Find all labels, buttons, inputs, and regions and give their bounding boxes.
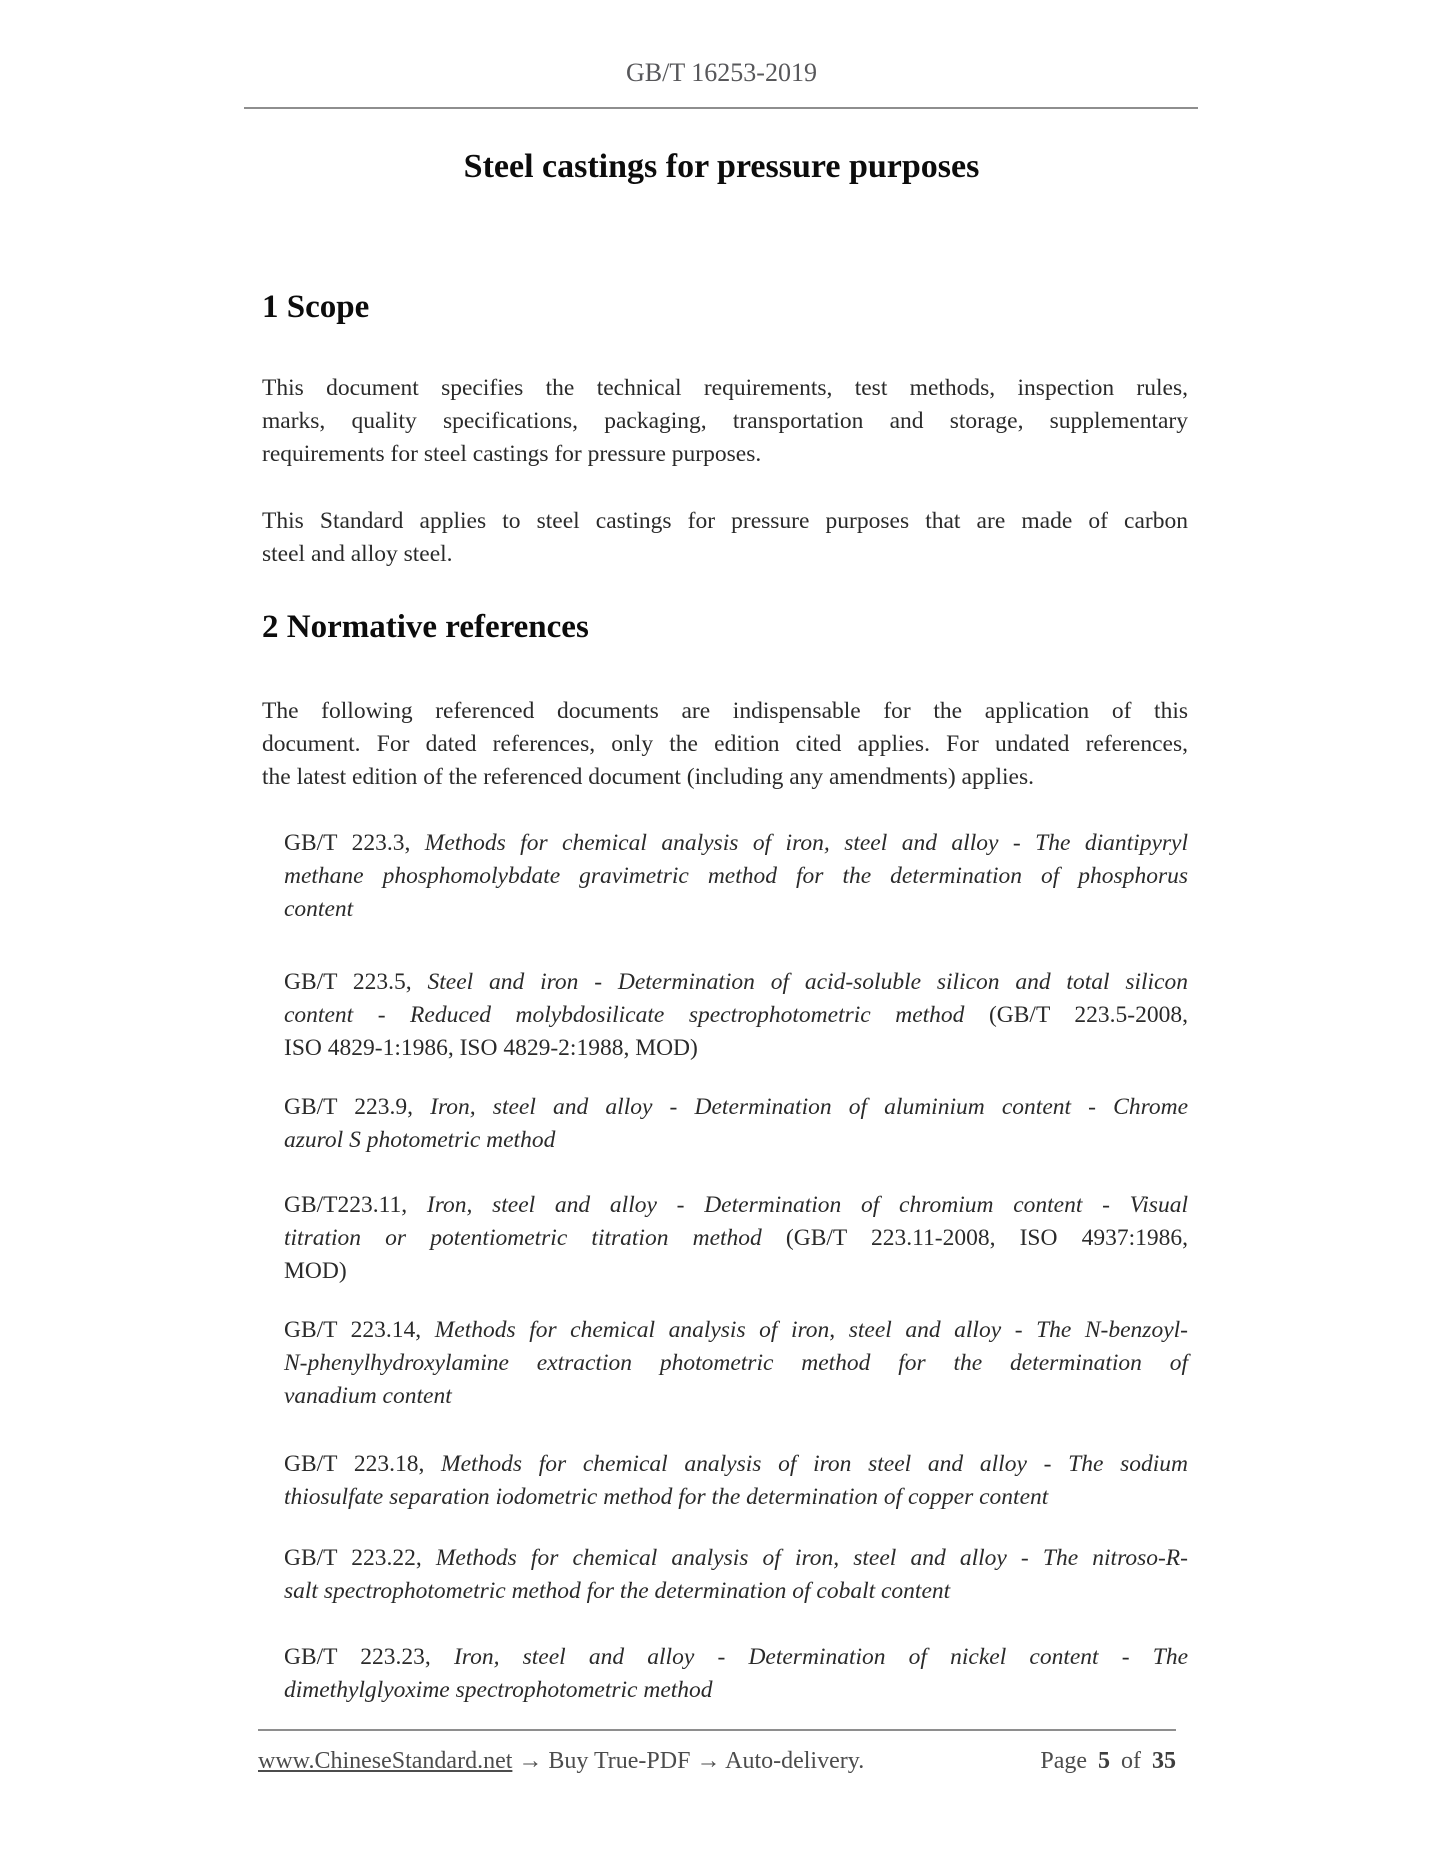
- reference-entry-gbt-223-14: [284, 1314, 1188, 1413]
- text-segment: requirements for steel castings for pressure purposes.: [262, 441, 762, 467]
- text-line: [262, 372, 1188, 405]
- header-divider: [244, 107, 1198, 109]
- reference-entry-gbt-223-3: [284, 827, 1188, 926]
- reference-title-italic: titration or potentiometric titration method: [284, 1225, 762, 1251]
- text-segment: MOD): [284, 1258, 347, 1284]
- reference-title-italic: dimethylglyoxime spectrophotometric method: [284, 1677, 713, 1703]
- text-segment: document. For dated references, only the edition cited applies. For undated references,: [262, 731, 1188, 757]
- text-segment: marks, quality specifications, packaging, transportation and storage, supplementary: [262, 408, 1188, 434]
- text-segment: GB/T 223.9,: [284, 1094, 431, 1120]
- text-segment: (GB/T 223.5-2008,: [964, 1002, 1188, 1028]
- text-segment: steel and alloy steel.: [262, 541, 453, 567]
- page-word: Page: [1040, 1748, 1087, 1774]
- text-segment: GB/T223.11,: [284, 1192, 427, 1218]
- text-segment: This document specifies the technical requirements, test methods, inspection rules,: [262, 375, 1188, 401]
- reference-entry-gbt-223-18: [284, 1448, 1188, 1514]
- text-line: [284, 1091, 1188, 1124]
- of-word: of: [1121, 1748, 1141, 1774]
- text-line: [262, 761, 1188, 794]
- page-number: 5: [1098, 1748, 1110, 1774]
- text-segment: The following referenced documents are indispensable for the application of this: [262, 698, 1188, 724]
- text-line: [284, 1448, 1188, 1481]
- text-line: [284, 860, 1188, 893]
- text-segment: GB/T 223.3,: [284, 830, 425, 856]
- reference-title-italic: azurol S photometric method: [284, 1127, 556, 1153]
- reference-title-italic: Methods for chemical analysis of iron, steel and alloy - The diantipyryl: [424, 830, 1188, 856]
- reference-title-italic: content: [284, 896, 354, 922]
- reference-title-italic: content - Reduced molybdosilicate spectrophotometric method: [284, 1002, 965, 1028]
- text-line: [284, 1641, 1188, 1674]
- text-segment: the latest edition of the referenced document (including any amendments) applies.: [262, 764, 1034, 790]
- reference-title-italic: Methods for chemical analysis of iron, steel and alloy - The nitroso-R-: [435, 1545, 1188, 1571]
- text-line: [284, 1255, 1188, 1288]
- text-line: [284, 1575, 1188, 1608]
- reference-title-italic: N-phenylhydroxylamine extraction photometric method for the determination of: [284, 1350, 1188, 1376]
- text-segment: GB/T 223.14,: [284, 1317, 435, 1343]
- reference-title-italic: Steel and iron - Determination of acid-soluble silicon and total silicon: [427, 969, 1188, 995]
- text-line: [284, 1124, 1188, 1157]
- text-line: [284, 1347, 1188, 1380]
- reference-entry-gbt-223-23: [284, 1641, 1188, 1707]
- text-line: [284, 1481, 1188, 1514]
- reference-entry-gbt-223-22: [284, 1542, 1188, 1608]
- text-segment: ISO 4829-1:1986, ISO 4829-2:1988, MOD): [284, 1035, 698, 1061]
- text-line: [284, 1032, 1188, 1065]
- text-line: [262, 405, 1188, 438]
- reference-entry-gbt-223-5: [284, 966, 1188, 1065]
- text-line: [262, 505, 1188, 538]
- text-line: [284, 1380, 1188, 1413]
- footer: [258, 1746, 1176, 1776]
- reference-entry-gbt-223-9: [284, 1091, 1188, 1157]
- reference-title-italic: Iron, steel and alloy - Determination of aluminium content - Chrome: [430, 1094, 1189, 1120]
- text-line: [284, 1542, 1188, 1575]
- reference-title-italic: Iron, steel and alloy - Determination of nickel content - The: [453, 1644, 1189, 1670]
- text-line: [262, 695, 1188, 728]
- reference-title-italic: thiosulfate separation iodometric method for the determination of copper content: [284, 1484, 1049, 1510]
- text-segment: (GB/T 223.11-2008, ISO 4937:1986,: [761, 1225, 1188, 1251]
- page-indicator: [1040, 1746, 1176, 1776]
- text-line: [284, 1674, 1188, 1707]
- text-segment: GB/T 223.22,: [284, 1545, 436, 1571]
- text-line: [262, 728, 1188, 761]
- reference-title-italic: Iron, steel and alloy - Determination of chromium content - Visual: [426, 1192, 1188, 1218]
- page-total: 35: [1152, 1748, 1176, 1774]
- reference-title-italic: vanadium content: [284, 1383, 452, 1409]
- text-line: [262, 538, 1188, 571]
- text-segment: GB/T 223.18,: [284, 1451, 442, 1477]
- text-line: [284, 893, 1188, 926]
- section-heading-normative-references: 2 Normative references: [262, 609, 589, 645]
- website-link[interactable]: www.ChineseStandard.net: [258, 1748, 513, 1774]
- text-segment: GB/T 223.23,: [284, 1644, 454, 1670]
- text-line: [284, 999, 1188, 1032]
- footer-divider: [258, 1729, 1176, 1731]
- document-title: Steel castings for pressure purposes: [463, 148, 980, 185]
- text-line: [284, 966, 1188, 999]
- paragraph-normative-intro: [262, 695, 1188, 794]
- text-line: [284, 1222, 1188, 1255]
- text-line: [284, 827, 1188, 860]
- reference-title-italic: methane phosphomolybdate gravimetric method for the determination of phosphorus: [284, 863, 1188, 889]
- section-heading-scope: 1 Scope: [262, 289, 370, 325]
- reference-title-italic: Methods for chemical analysis of iron steel and alloy - The sodium: [441, 1451, 1188, 1477]
- paragraph-scope-1: [262, 372, 1188, 471]
- reference-entry-gbt-223-11: [284, 1189, 1188, 1288]
- reference-title-italic: salt spectrophotometric method for the determination of cobalt content: [284, 1578, 951, 1604]
- footer-source-line: [258, 1746, 864, 1776]
- paragraph-scope-2: [262, 505, 1188, 571]
- header-standard-code: GB/T 16253-2019: [626, 58, 817, 87]
- text-line: [262, 438, 1188, 471]
- text-line: [284, 1189, 1188, 1222]
- text-line: [284, 1314, 1188, 1347]
- reference-title-italic: Methods for chemical analysis of iron, steel and alloy - The N-benzoyl-: [434, 1317, 1188, 1343]
- footer-trail-text: → Buy True-PDF → Auto-delivery.: [512, 1748, 865, 1774]
- text-segment: This Standard applies to steel castings for pressure purposes that are made of carbon: [262, 508, 1188, 534]
- text-segment: GB/T 223.5,: [284, 969, 428, 995]
